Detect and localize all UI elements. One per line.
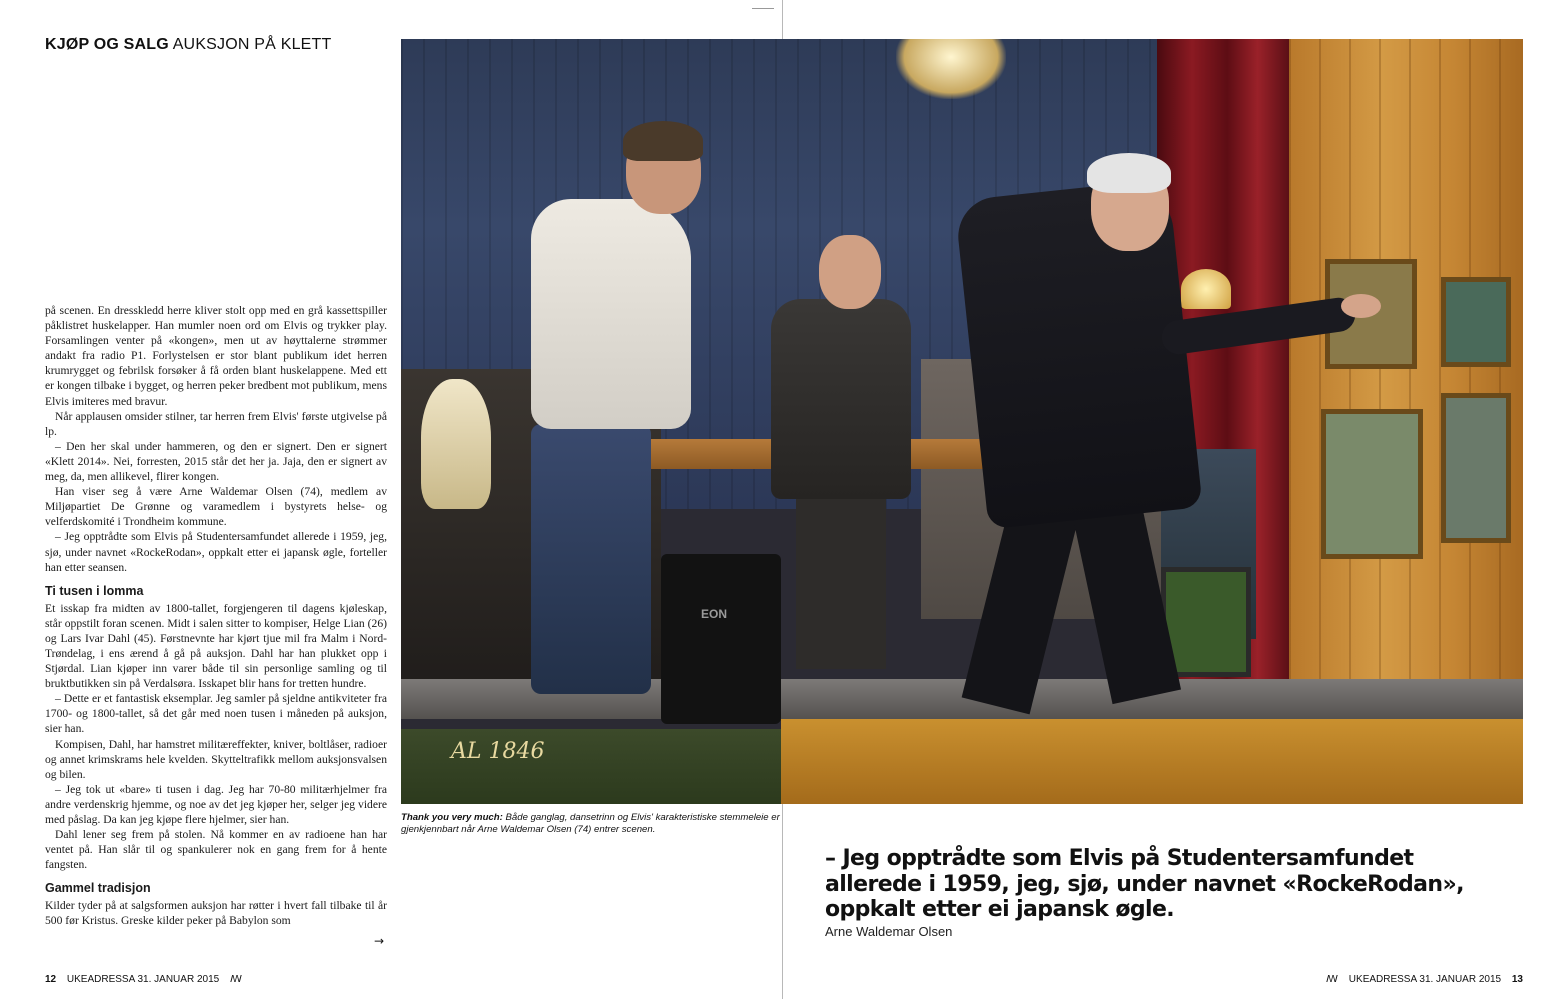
article-paragraph: Dahl lener seg frem på stolen. Nå kommer en av radioene han har ventet på. Han slår til og spankulerer nok en gang frem for å hente fangsten. [45, 828, 387, 872]
article-block-3 [45, 898, 387, 928]
article-paragraph: Et isskap fra midten av 1800-tallet, forgjengeren til dagens kjøleskap, står oppstilt foran scenen. Midt i salen sitter to kompiser, Helge Lian (26) og Lars Ivar Dahl (45). Førstnevnte har kjørt tjue mil fra Malm i Nord-Trøndelag, i ens ærend å gå på auksjon. Dahl har han plukket opp i Stjørdal. Lian kjøper inn varer både til sin personlige samling og til bruktbutikken sin på Verdalsøra. Isskapet blir hans for tretten hundre. [45, 601, 387, 691]
publication-name-right: UKEADRESSA 31. JANUAR 2015 [1348, 974, 1502, 985]
article-block-1 [45, 303, 387, 575]
crop-mark [752, 8, 774, 9]
photo-painting [1441, 393, 1511, 543]
subheading-gammel-tradisjon: Gammel tradisjon [45, 881, 151, 896]
folio-left [45, 974, 250, 985]
pull-quote: – Jeg opptrådte som Elvis på Studentersamfundet allerede i 1959, jeg, sjø, under navnet «RockeRodan», oppkalt etter ei japansk øgle. [825, 846, 1464, 922]
logo-mark-icon: ꟿ [229, 974, 242, 985]
photo-person-2 [819, 235, 881, 309]
photo-caption [401, 812, 781, 836]
logo-mark-icon: ꟿ [1326, 974, 1339, 985]
photo-person-1 [531, 199, 691, 429]
article-paragraph: – Dette er et fantastisk eksemplar. Jeg samler på sjeldne antikviteter fra 1700- og 1800-tallet, så det går med noen tusen i måneden på auksjon, sier han. [45, 692, 387, 736]
section-topic: AUKSJON PÅ KLETT [172, 36, 332, 53]
publication-name-left: UKEADRESSA 31. JANUAR 2015 [66, 974, 220, 985]
article-paragraph: på scenen. En dresskledd herre kliver stolt opp med en grå kassettspiller påklistret huskelapper. Han mumler noen ord om Elvis og trykker play. Forsamlingen venter på «kongen», men ut av høyttalerne strømmer andakt fra radio P1. Forlystelsen er stor blant publikum idet herren krumrygget og febrilsk forsøker å få orden blant huskelappene. Med ett er kongen tilbake i bygget, og herren peker bredbent mot publikum, mens Elvis imiteres med bravur. [45, 304, 387, 408]
photo-person-2 [771, 299, 911, 499]
article-body [45, 303, 387, 929]
photo-performer [954, 179, 1202, 530]
article-paragraph: Han viser seg å være Arne Waldemar Olsen (74), medlem av Miljøpartiet De Grønne og varamedlem i bystyrets helse- og velferdskomité i Trondheim kommune. [45, 485, 387, 529]
article-paragraph: – Den her skal under hammeren, og den er signert. Den er signert «Klett 2014». Nei, forresten, 2015 står det her ja. Jaja, den er signert av meg, da, men allikevel, flirer kongen. [45, 439, 387, 484]
page-number-right: 13 [1511, 974, 1523, 985]
subheading-ti-tusen: Ti tusen i lomma [45, 583, 144, 598]
folio-right [1318, 974, 1523, 985]
article-paragraph: – Jeg tok ut «bare» ti tusen i dag. Jeg har 70-80 militærhjelmer fra andre verdenskrig hjemme, og noe av det jeg kjøper her, selger jeg videre med påslag. Da kan jeg kjøpe flere hjelmer, sier han. [45, 782, 387, 826]
photo-speaker-logo: EON [701, 607, 728, 621]
continue-arrow-icon: → [374, 934, 385, 948]
photo-painting [1321, 409, 1423, 559]
photo-speaker [661, 554, 781, 724]
caption-text: Både ganglag, dansetrinn og Elvis' karakteristiske stemmeleie er gjenkjennbart når Arne Waldemar Olsen (74) entrer scenen. [401, 812, 780, 835]
article-paragraph: Kilder tyder på at salgsformen auksjon har røtter i hvert fall tilbake til år 500 før Kristus. Greske kilder peker på Babylon som [45, 899, 387, 928]
photo-performer [1087, 153, 1171, 193]
photo-person-1 [531, 424, 651, 694]
photo-chandelier [896, 39, 1006, 99]
pull-quote-author: Arne Waldemar Olsen [825, 924, 953, 939]
article-paragraph: Kompisen, Dahl, har hamstret militæreffekter, kniver, boltlåser, radioer og annet krimskrams hele kvelden. Skytteltrafikk mellom auksjonsvalsen og bilen. [45, 737, 387, 781]
photo-painting [1441, 277, 1511, 367]
photo-person-2 [796, 494, 886, 669]
photo-lamp [1181, 269, 1231, 309]
article-paragraph: – Jeg opptrådte som Elvis på Studentersamfundet allerede i 1959, jeg, sjø, under navnet «RockeRodan», oppkalt etter ei japansk øgle, forteller han etter seansen. [45, 530, 387, 574]
section-header [45, 36, 331, 54]
caption-lead: Thank you very much: [401, 812, 503, 823]
photo-person-1 [623, 121, 703, 161]
article-photo [401, 39, 1523, 804]
photo-stage-front [781, 719, 1523, 804]
photo-bust [421, 379, 491, 509]
article-block-2 [45, 601, 387, 873]
photo-chest-text: AL 1846 [451, 739, 545, 764]
article-paragraph: Når applausen omsider stilner, tar herren frem Elvis' første utgivelse på lp. [45, 409, 387, 438]
section-label: KJØP OG SALG [45, 36, 169, 53]
page-number-left: 12 [45, 974, 57, 985]
photo-performer [1341, 294, 1381, 318]
